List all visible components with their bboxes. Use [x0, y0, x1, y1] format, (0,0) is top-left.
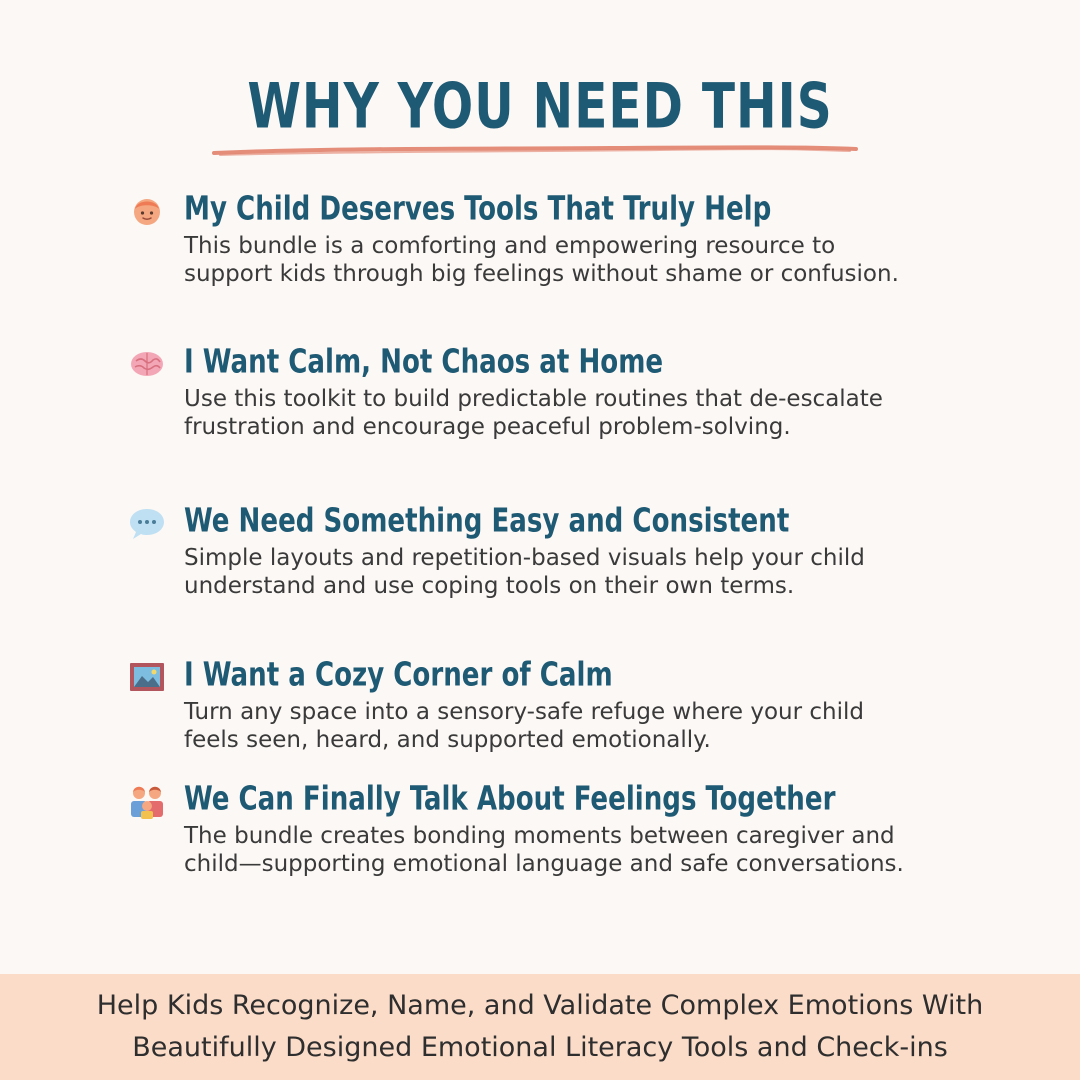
family-icon	[128, 782, 166, 820]
footer-text: Help Kids Recognize, Name, and Validate Complex Emotions With Beautifully Designed Emotional Literacy Tools and Check-ins	[96, 990, 984, 1063]
item-body: Use this toolkit to build predictable routines that de-escalate frustration and encourage peaceful problem-solving.	[184, 386, 883, 440]
item-title: I Want Calm, Not Chaos at Home	[184, 342, 664, 381]
speech-bubble-icon	[128, 504, 166, 542]
item-body: Turn any space into a sensory-safe refuge where your child feels seen, heard, and supported emotionally.	[184, 699, 865, 753]
item-body: The bundle creates bonding moments between caregiver and child—supporting emotional language and safe conversations.	[184, 823, 904, 877]
framed-picture-icon	[128, 658, 166, 696]
footer-banner	[0, 974, 1080, 1080]
item-title: I Want a Cozy Corner of Calm	[184, 655, 613, 694]
page-title: WHY YOU NEED THIS	[247, 70, 833, 143]
item-body: This bundle is a comforting and empowering resource to support kids through big feelings without shame or confusion.	[184, 233, 899, 287]
brain-icon	[128, 345, 166, 383]
brush-underline	[210, 140, 860, 162]
child-face-icon	[128, 192, 166, 230]
item-body: Simple layouts and repetition-based visuals help your child understand and use coping tools on their own terms.	[184, 545, 865, 599]
item-title: My Child Deserves Tools That Truly Help	[184, 189, 772, 228]
item-title: We Can Finally Talk About Feelings Together	[184, 779, 836, 818]
item-title: We Need Something Easy and Consistent	[184, 501, 790, 540]
